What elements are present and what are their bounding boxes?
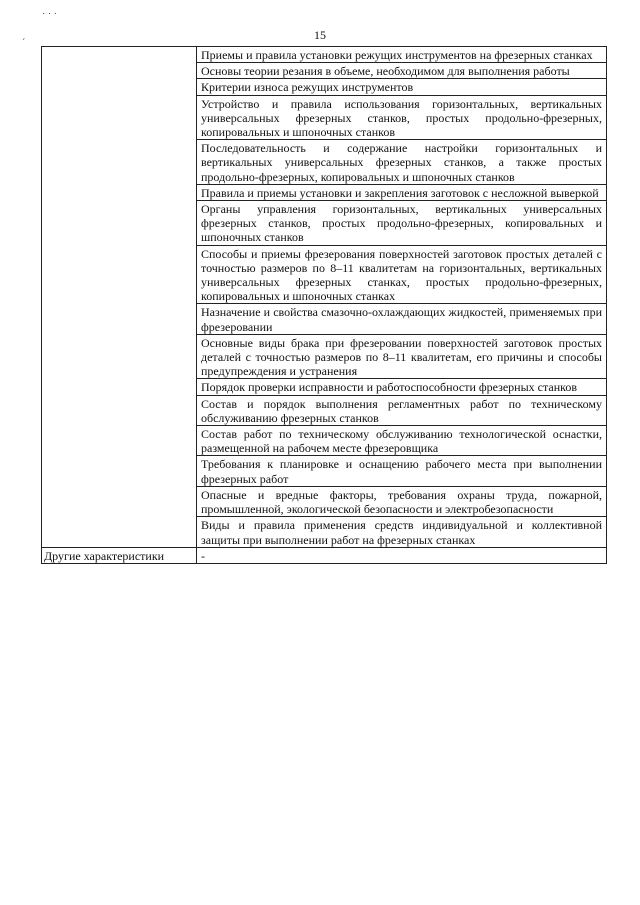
page-number: 15 [314, 28, 326, 42]
table-cell: Способы и приемы фрезерования поверхностей заготовок простых деталей с точностью размеров по 8–11 квалитетам на горизонтальных, вертикальных универсальных фрезерных станках, простых продольно-фрезерных, копировальных и шпоночных станках [197, 245, 607, 304]
scan-mark: ´ [22, 38, 26, 49]
table-row [42, 47, 607, 63]
table-cell: Правила и приемы установки и закрепления заготовок с несложной выверкой [197, 184, 607, 200]
table-row [42, 547, 607, 563]
table-cell: Приемы и правила установки режущих инструментов на фрезерных станках [197, 47, 607, 63]
table-cell: Последовательность и содержание настройки горизонтальных и вертикальных универсальных фрезерных станков, а также простых продольно-фрезерных, копировальных и шпоночных станков [197, 140, 607, 185]
table-cell: Порядок проверки исправности и работоспособности фрезерных станков [197, 379, 607, 395]
other-characteristics-value: - [197, 547, 607, 563]
table-cell: Требования к планировке и оснащению рабочего места при выполнении фрезерных работ [197, 456, 607, 486]
table-cell: Опасные и вредные факторы, требования охраны труда, пожарной, промышленной, экологической безопасности и электробезопасности [197, 486, 607, 516]
table-cell: Основы теории резания в объеме, необходимом для выполнения работы [197, 63, 607, 79]
left-column-cell [42, 47, 197, 548]
table-cell: Назначение и свойства смазочно-охлаждающих жидкостей, применяемых при фрезеровании [197, 304, 607, 334]
requirements-table [41, 46, 607, 564]
table-cell: Органы управления горизонтальных, вертикальных универсальных фрезерных станков, простых продольно-фрезерных, копировальных и шпоночных станков [197, 201, 607, 246]
table-cell: Критерии износа режущих инструментов [197, 79, 607, 95]
table-cell: Основные виды брака при фрезеровании поверхностей заготовок простых деталей с точностью размеров по 8–11 квалитетам, его причины и способы предупреждения и устранения [197, 334, 607, 379]
table-cell: Устройство и правила использования горизонтальных, вертикальных универсальных фрезерных станков, простых продольно-фрезерных, копировальных и шпоночных станков [197, 95, 607, 140]
scan-mark: ˙ ˙ ˙ [42, 12, 57, 23]
table-cell: Состав работ по техническому обслуживанию технологической оснастки, размещенной на рабочем месте фрезеровщика [197, 426, 607, 456]
table-cell: Состав и порядок выполнения регламентных работ по техническому обслуживанию фрезерных станков [197, 395, 607, 425]
other-characteristics-label: Другие характеристики [42, 547, 197, 563]
table-cell: Виды и правила применения средств индивидуальной и коллективной защиты при выполнении работ на фрезерных станках [197, 517, 607, 547]
